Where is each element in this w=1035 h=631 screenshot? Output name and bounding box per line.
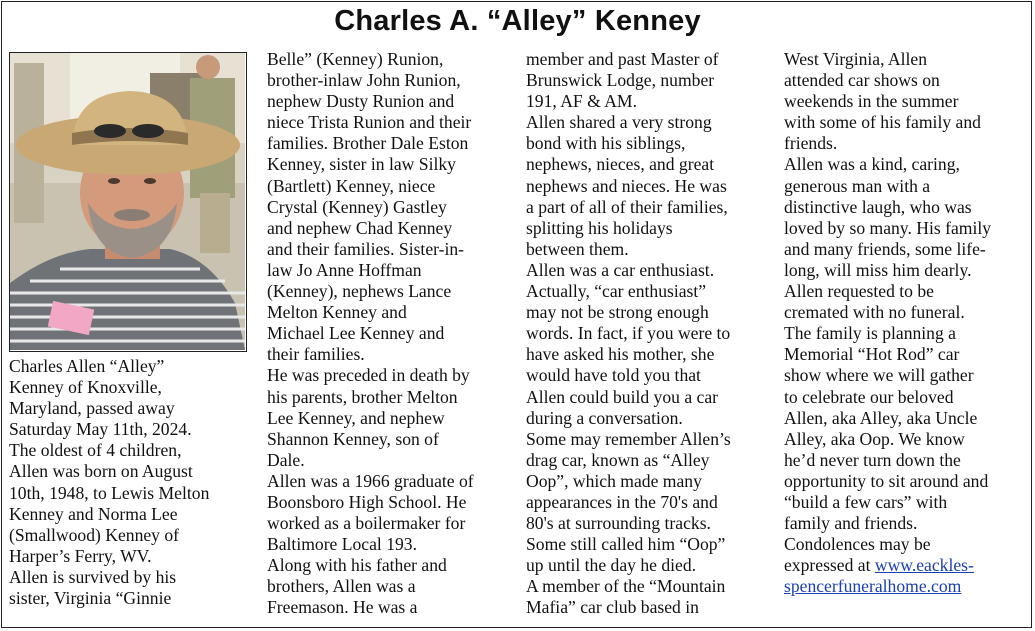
column-3-line: during a conversation. xyxy=(526,407,683,428)
column-4-line: distinctive laugh, who was xyxy=(784,196,972,217)
column-3-line: a part of all of their families, xyxy=(526,196,728,217)
column-3-line: splitting his holidays xyxy=(526,217,673,238)
column-4-line: long, will miss him dearly. xyxy=(784,259,972,280)
column-4-line: generous man with a xyxy=(784,175,931,196)
column-4-line: Allen requested to be xyxy=(784,281,934,302)
column-3-line: nephews and nieces. He was xyxy=(526,175,727,196)
column-4-line: to celebrate our beloved xyxy=(784,386,954,407)
column-3-line: Allen shared a very strong xyxy=(526,112,712,133)
column-3-line: Allen was a car enthusiast. xyxy=(526,259,715,280)
column-4-line: Alley, aka Oop. We know xyxy=(784,428,965,449)
column-4-line: with some of his family and xyxy=(784,112,981,133)
column-4-line: cremated with no funeral. xyxy=(784,302,965,323)
column-3-line: Oop”, which made many xyxy=(526,470,702,491)
column-3-line: have asked his mother, she xyxy=(526,344,715,365)
column-1-line: Charles Allen “Alley” xyxy=(9,356,165,376)
column-2-line: Lee Kenney, and nephew xyxy=(267,407,445,428)
column-3-line: member and past Master of xyxy=(526,49,719,69)
column-2-line: Along with his father and xyxy=(267,555,447,576)
column-2-line: Baltimore Local 193. xyxy=(267,534,417,555)
column-2-line: nephew Dusty Runion and xyxy=(267,91,455,112)
column-2-line: law Jo Anne Hoffman xyxy=(267,259,422,280)
funeral-home-link[interactable]: www.eackles- xyxy=(874,555,974,576)
column-2-line: (Kenney), nephews Lance xyxy=(267,281,452,302)
column-3-line: Some may remember Allen’s xyxy=(526,428,731,449)
column-2-line: Freemason. He was a xyxy=(267,597,418,618)
column-3-line: 80's at surrounding tracks. xyxy=(526,513,711,534)
column-2-line: He was preceded in death by xyxy=(267,365,470,386)
column-3-line: A member of the “Mountain xyxy=(526,576,726,597)
column-4-line: The family is planning a xyxy=(784,323,956,344)
column-4-line: Allen was a kind, caring, xyxy=(784,154,960,175)
column-2 xyxy=(267,49,474,619)
column-2-line: Crystal (Kenney) Gastley xyxy=(267,196,447,217)
column-1-line: (Smallwood) Kenney of xyxy=(9,524,180,545)
column-4 xyxy=(784,49,991,597)
column-2-line: Boonsboro High School. He xyxy=(267,491,467,512)
column-4-line: Condolences may be xyxy=(784,534,931,555)
column-3-line: 191, AF & AM. xyxy=(526,91,637,112)
column-1-line: Kenney of Knoxville, xyxy=(9,377,162,398)
column-1-line: Harper’s Ferry, WV. xyxy=(9,545,152,566)
column-4-line: show where we will gather xyxy=(784,365,974,386)
column-2-line: and nephew Chad Kenney xyxy=(267,217,453,238)
column-3-line: Actually, “car enthusiast” xyxy=(526,281,707,302)
column-1-line: Allen is survived by his xyxy=(9,566,177,587)
column-2-line: Michael Lee Kenney and xyxy=(267,323,445,344)
column-1-line: 10th, 1948, to Lewis Melton xyxy=(9,482,210,503)
column-4-line: “build a few cars” with xyxy=(784,491,948,512)
condolence-link-line-2 xyxy=(784,576,991,597)
column-1-line: Allen was born on August xyxy=(9,461,193,482)
column-3-line: appearances in the 70's and xyxy=(526,491,718,512)
column-2-line: their families. xyxy=(267,344,365,365)
column-4-line: Allen, aka Alley, aka Uncle xyxy=(784,407,978,428)
obituary-title: Charles A. “Alley” Kenney xyxy=(334,5,701,37)
link-prefix: expressed at xyxy=(784,555,875,576)
column-2-line: Belle” (Kenney) Runion, xyxy=(267,49,444,69)
column-2-line: (Bartlett) Kenney, niece xyxy=(267,175,436,196)
column-3-line: Brunswick Lodge, number xyxy=(526,70,715,91)
column-3-line: between them. xyxy=(526,238,629,259)
column-3-line: drag car, known as “Alley xyxy=(526,449,710,470)
column-3-line: would have told you that xyxy=(526,365,701,386)
column-1 xyxy=(9,356,209,609)
column-4-line: attended car shows on xyxy=(784,70,940,91)
column-2-line: Dale. xyxy=(267,449,305,470)
column-2-line: brother-inlaw John Runion, xyxy=(267,70,461,91)
condolence-link-line xyxy=(784,555,991,576)
column-1-line: Saturday May 11th, 2024. xyxy=(9,419,192,440)
column-4-line: weekends in the summer xyxy=(784,91,959,112)
column-3-line: Allen could build you a car xyxy=(526,386,719,407)
column-2-line: and their families. Sister-in- xyxy=(267,238,465,259)
portrait-photo xyxy=(9,52,247,352)
column-1-line: The oldest of 4 children, xyxy=(9,440,182,461)
column-4-line: loved by so many. His family xyxy=(784,217,992,238)
column-3-line: may not be strong enough xyxy=(526,302,709,323)
column-3-line: up until the day he died. xyxy=(526,555,697,576)
portrait-illustration xyxy=(10,53,245,350)
column-3-line: nephews, nieces, and great xyxy=(526,154,715,175)
column-4-line: West Virginia, Allen xyxy=(784,49,927,69)
column-3 xyxy=(526,49,731,619)
column-3-line: words. In fact, if you were to xyxy=(526,323,731,344)
column-2-line: niece Trista Runion and their xyxy=(267,112,472,133)
column-2-line: Shannon Kenney, son of xyxy=(267,428,439,449)
column-2-line: his parents, brother Melton xyxy=(267,386,458,407)
column-4-line: friends. xyxy=(784,133,838,154)
column-4-line: opportunity to sit around and xyxy=(784,470,989,491)
funeral-home-link-continued[interactable]: spencerfuneralhome.com xyxy=(784,576,962,597)
column-4-line: and many friends, some life- xyxy=(784,238,986,259)
column-3-line: Mafia” car club based in xyxy=(526,597,699,618)
column-2-line: Allen was a 1966 graduate of xyxy=(267,470,474,491)
column-4-line: family and friends. xyxy=(784,513,918,534)
column-2-line: Kenney, sister in law Silky xyxy=(267,154,456,175)
column-2-line: worked as a boilermaker for xyxy=(267,513,466,534)
column-2-line: Melton Kenney and xyxy=(267,302,407,323)
column-1-line: sister, Virginia “Ginnie xyxy=(9,588,172,609)
column-4-line: he’d never turn down the xyxy=(784,449,961,470)
column-2-line: brothers, Allen was a xyxy=(267,576,416,597)
column-1-line: Maryland, passed away xyxy=(9,398,175,419)
column-3-line: bond with his siblings, xyxy=(526,133,686,154)
column-1-line: Kenney and Norma Lee xyxy=(9,503,178,524)
column-2-line: families. Brother Dale Eston xyxy=(267,133,469,154)
column-4-line: Memorial “Hot Rod” car xyxy=(784,344,960,365)
column-3-line: Some still called him “Oop” xyxy=(526,534,726,555)
